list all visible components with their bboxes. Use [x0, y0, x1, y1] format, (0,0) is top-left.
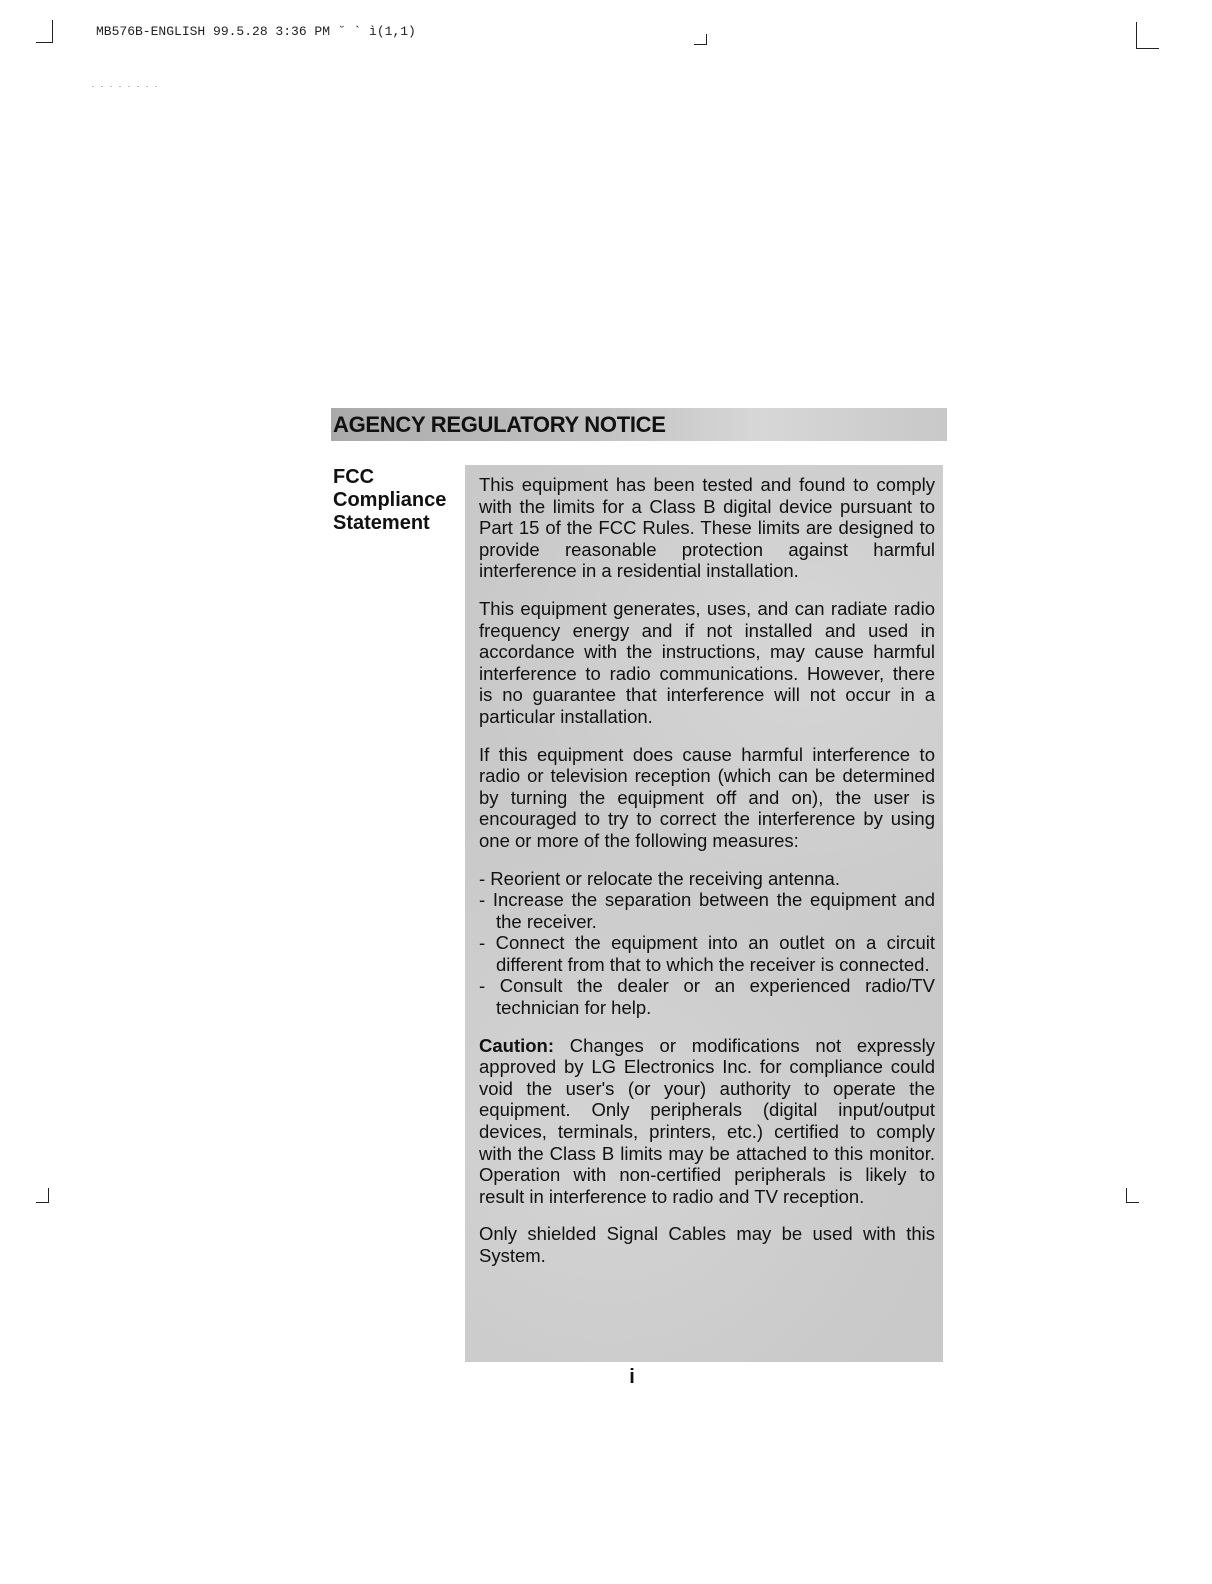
side-title-line-3: Statement: [333, 512, 430, 534]
caution-paragraph: [479, 1035, 935, 1208]
caution-text: Changes or modifications not expressly approved by LG Electronics Inc. for compliance could void the user's (or your) authority to operate the equipment. Only peripherals (digital input/output devices, terminals, printers, etc.) certified to comply with the Class B limits may be attached to this monitor. Operation with non-certified peripherals is likely to result in interference to radio and TV reception.: [479, 1034, 935, 1207]
caution-label: Caution:: [479, 1034, 555, 1056]
side-title-line-2: Compliance: [333, 489, 447, 511]
measure-item: - Consult the dealer or an experienced radio/TV technician for help.: [479, 975, 935, 1019]
measures-list: [479, 868, 935, 1019]
side-title: [333, 466, 463, 535]
scan-artifact: [92, 86, 162, 87]
paragraph: This equipment has been tested and found to comply with the limits for a Class B digital device pursuant to Part 15 of the FCC Rules. These limits are designed to provide reasonable protection against harmful interference in a residential installation.: [479, 474, 935, 582]
fcc-statement-box: [465, 465, 943, 1362]
paragraph: If this equipment does cause harmful interference to radio or television reception (which can be determined by turning the equipment off and on), the user is encouraged to try to correct the interference by using one or more of the following measures:: [479, 743, 935, 851]
measure-item: - Increase the separation between the equipment and the receiver.: [479, 889, 935, 932]
measure-item: - Reorient or relocate the receiving antenna.: [479, 867, 840, 889]
crop-mark-top-center: [694, 34, 707, 45]
side-title-line-1: FCC: [333, 466, 375, 488]
crop-mark-middle-left: [36, 1188, 49, 1203]
measure-item: - Connect the equipment into an outlet on a circuit different from that to which the receiver is connected.: [479, 932, 935, 975]
crop-mark-top-right: [1136, 22, 1159, 49]
section-header-bar: [331, 408, 947, 441]
crop-mark-top-left: [36, 20, 53, 43]
section-title: AGENCY REGULATORY NOTICE: [333, 412, 666, 437]
print-slug: MB576B-ENGLISH 99.5.28 3:36 PM ˘ ` ì(1,1): [96, 24, 416, 39]
crop-mark-middle-right: [1126, 1188, 1139, 1203]
closing-paragraph: Only shielded Signal Cables may be used with this System.: [479, 1223, 935, 1266]
paragraph: This equipment generates, uses, and can radiate radio frequency energy and if not installed and used in accordance with the instructions, may cause harmful interference to radio communications. However, there is no guarantee that interference will not occur in a particular installation.: [479, 597, 935, 727]
page-number: i: [629, 1366, 635, 1388]
